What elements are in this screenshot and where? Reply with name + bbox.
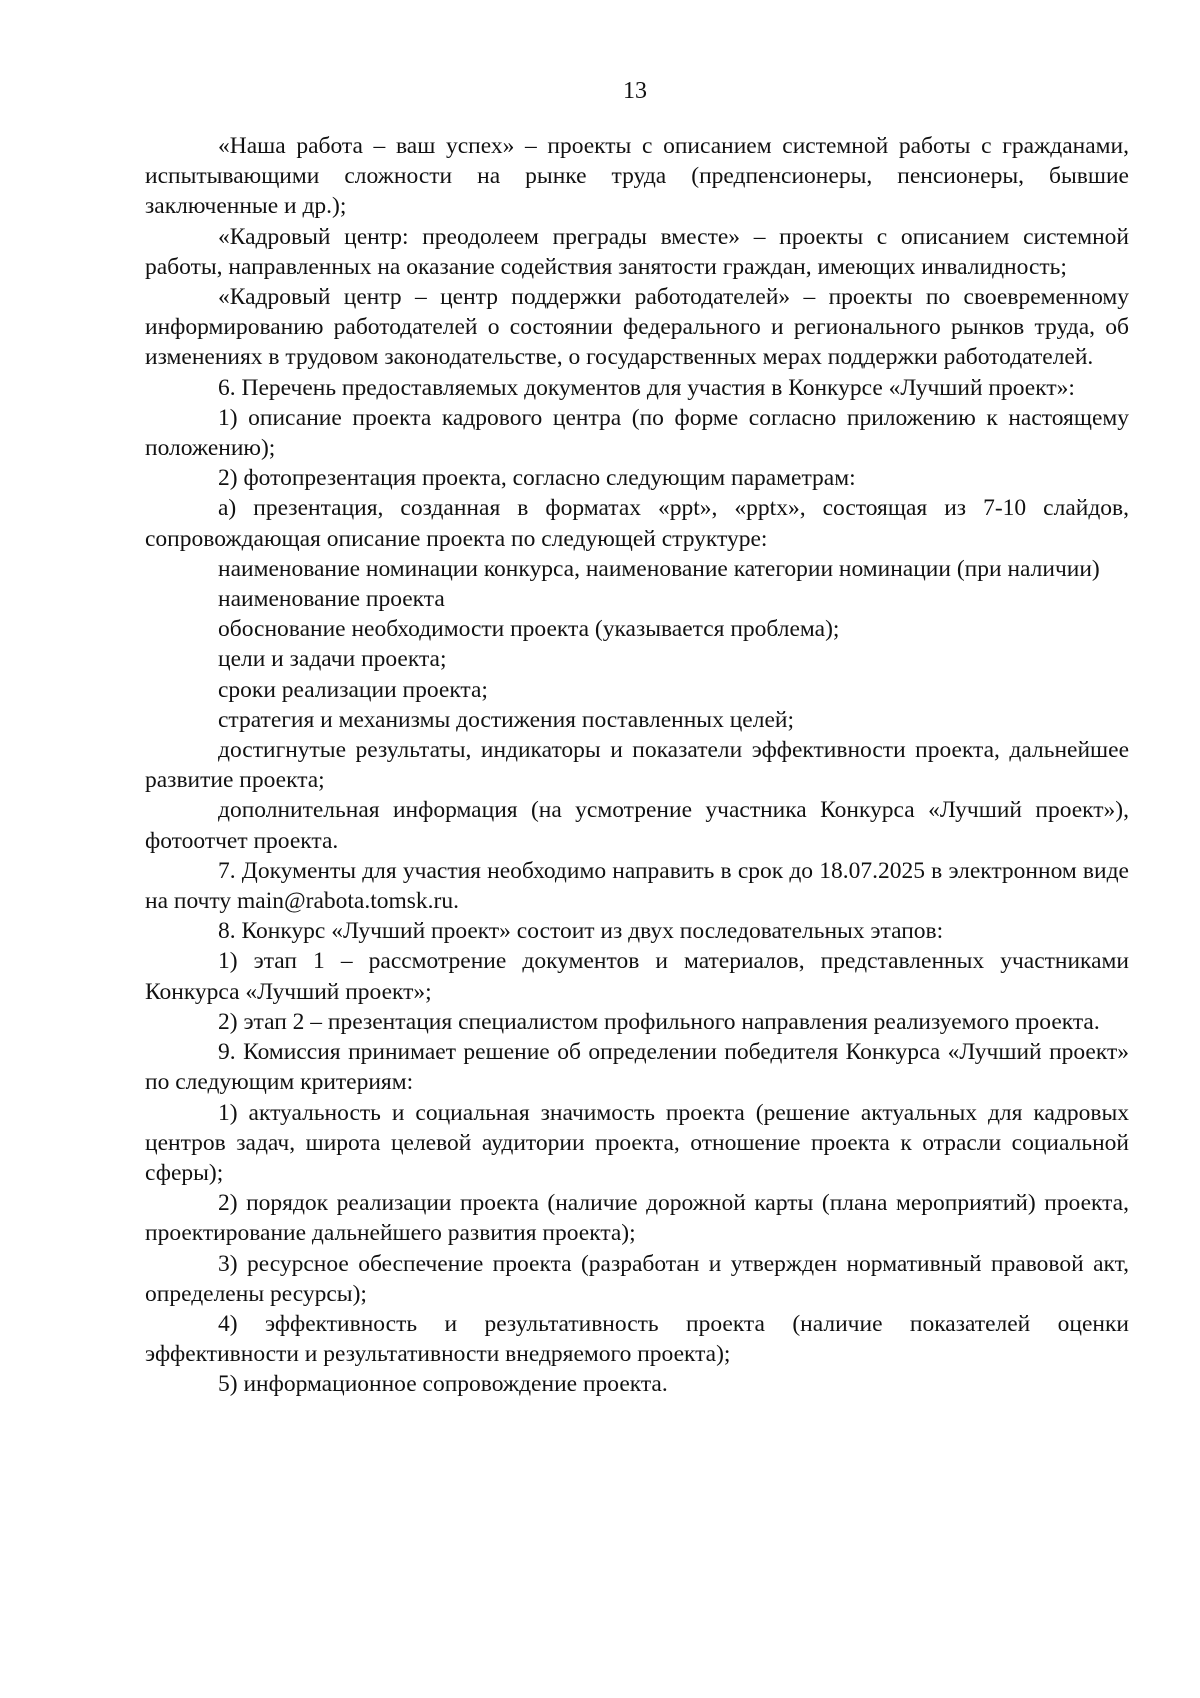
paragraph-nomination-employer-support: «Кадровый центр – центр поддержки работодателей» – проекты по своевременному информированию работодателей о состоянии федерального и регионального рынков труда, об изменениях в трудовом законодательстве, о государственных мерах поддержки работодателей. [145,284,1129,371]
document-body [145,131,1129,1400]
paragraph-section-6: 6. Перечень предоставляемых документов для участия в Конкурсе «Лучший проект»: [218,374,1075,401]
list-item-9-3: 3) ресурсное обеспечение проекта (разработан и утвержден нормативный правовой акт, определены ресурсы); [145,1250,1129,1307]
list-item-9-5: 5) информационное сопровождение проекта. [218,1371,668,1398]
list-item-6-2-a: а) презентация, созданная в форматах «ppt», «pptx», состоящая из 7-10 слайдов, сопровождающая описание проекта по следующей структуре: [145,495,1129,552]
list-item-9-1: 1) актуальность и социальная значимость проекта (решение актуальных для кадровых центров задач, широта целевой аудитории проекта, отношение проекта к отрасли социальной сферы); [145,1099,1129,1186]
structure-item-additional-info: дополнительная информация (на усмотрение участника Конкурса «Лучший проект»), фотоотчет проекта. [145,797,1129,854]
list-item-6-1: 1) описание проекта кадрового центра (по форме согласно приложению к настоящему положению); [145,404,1129,462]
paragraph-nomination-overcome-barriers: «Кадровый центр: преодолеем преграды вместе» – проекты с описанием системной работы, направленных на оказание содействия занятости граждан, имеющих инвалидность; [145,223,1129,280]
list-item-8-2: 2) этап 2 – презентация специалистом профильного направления реализуемого проекта. [218,1008,1100,1035]
paragraph-section-8: 8. Конкурс «Лучший проект» состоит из двух последовательных этапов: [218,918,944,945]
paragraph-section-7: 7. Документы для участия необходимо направить в срок до 18.07.2025 в электронном виде на почту main@rabota.tomsk.ru. [145,857,1129,915]
page-number: 13 [623,78,647,104]
paragraph-nomination-our-work: «Наша работа – ваш успех» – проекты с описанием системной работы с гражданами, испытывающими сложности на рынке труда (предпенсионеры, пенсионеры, бывшие заключенные и др.); [145,133,1129,220]
list-item-6-2: 2) фотопрезентация проекта, согласно следующим параметрам: [218,465,856,492]
structure-item-strategy: стратегия и механизмы достижения поставленных целей; [218,706,794,733]
paragraph-section-9: 9. Комиссия принимает решение об определении победителя Конкурса «Лучший проект» по следующим критериям: [145,1039,1129,1096]
list-item-9-4: 4) эффективность и результативность проекта (наличие показателей оценки эффективности и результативности внедряемого проекта); [145,1310,1129,1368]
list-item-9-2: 2) порядок реализации проекта (наличие дорожной карты (плана мероприятий) проекта, проектирование дальнейшего развития проекта); [145,1190,1129,1247]
structure-item-timeline: сроки реализации проекта; [218,676,488,703]
list-item-8-1: 1) этап 1 – рассмотрение документов и материалов, представленных участниками Конкурса «Лучший проект»; [145,948,1129,1005]
structure-item-nomination: наименование номинации конкурса, наименование категории номинации (при наличии) [218,555,1100,582]
structure-item-results: достигнутые результаты, индикаторы и показатели эффективности проекта, дальнейшее развитие проекта; [145,737,1129,794]
structure-item-justification: обоснование необходимости проекта (указывается проблема); [218,616,840,643]
structure-item-goals: цели и задачи проекта; [218,646,447,673]
structure-item-project-name: наименование проекта [218,586,445,613]
